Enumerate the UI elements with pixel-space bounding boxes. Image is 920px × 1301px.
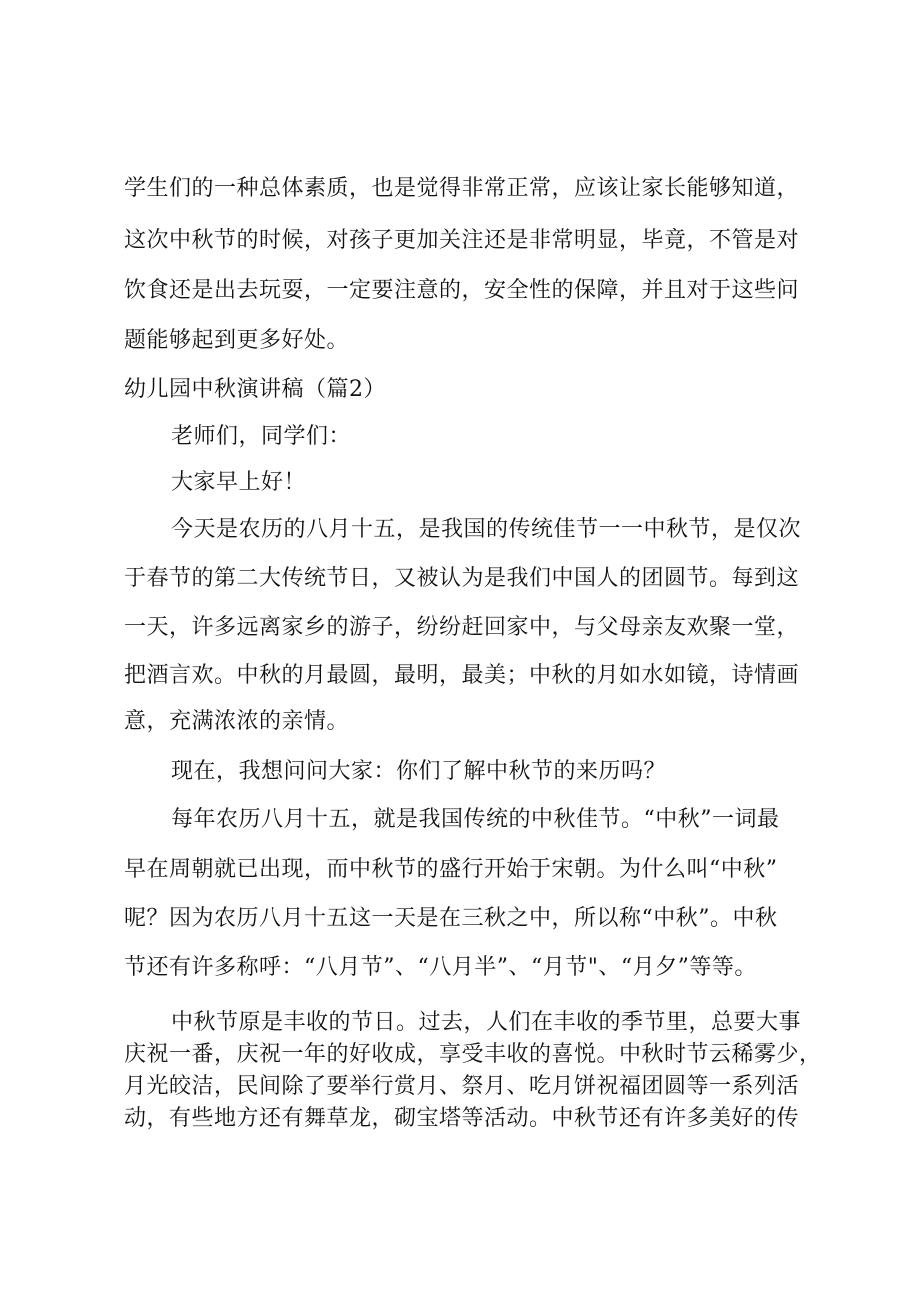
para1-line-3: 一天，许多远离家乡的游子，纷纷赶回家中，与父母亲友欢聚一堂， <box>124 615 800 640</box>
para1-line-1: 今天是农历的八月十五，是我国的传统佳节一一中秋节，是仅次 <box>171 517 802 542</box>
para1-line-4: 把酒言欢。中秋的月最圆，最明，最美；中秋的月如水如镜，诗情画 <box>124 663 800 688</box>
para2-line-1: 每年农历八月十五，就是我国传统的中秋佳节。“中秋”一词最 <box>171 807 780 832</box>
para2-line-2: 早在周朝就已出现，而中秋节的盛行开始于宋朝。为什么叫“中秋” <box>124 857 778 882</box>
question-line: 现在，我想问问大家：你们了解中秋节的来历吗？ <box>171 759 667 784</box>
para2-line-3: 呢？因为农历八月十五这一天是在三秋之中，所以称“中秋”。中秋 <box>124 906 778 931</box>
continuation-line-2: 这次中秋节的时候，对孩子更加关注还是非常明显，毕竟，不管是对 <box>124 228 800 253</box>
para1-line-5: 意，充满浓浓的亲情。 <box>124 709 350 734</box>
section-title: 幼儿园中秋演讲稿（篇2） <box>124 377 386 402</box>
continuation-line-1: 学生们的一种总体素质，也是觉得非常正常，应该让家长能够知道， <box>124 176 800 201</box>
para2-line-4: 节还有许多称呼：“八月节”、“八月半”、“月节"、“月夕”等等。 <box>124 955 757 980</box>
morning-line: 大家早上好！ <box>171 470 307 495</box>
continuation-line-4: 题能够起到更多好处。 <box>124 328 350 353</box>
para3-line-1: 中秋节原是丰收的节日。过去，人们在丰收的季节里，总要大事 <box>171 1010 802 1035</box>
para3-line-3: 月光皎洁，民间除了要举行赏月、祭月、吃月饼祝福团圆等一系列活 <box>124 1074 800 1099</box>
greeting-line: 老师们，同学们： <box>171 424 352 449</box>
para3-line-2: 庆祝一番，庆祝一年的好收成，享受丰收的喜悦。中秋时节云稀雾少， <box>124 1042 822 1067</box>
para3-line-4: 动，有些地方还有舞草龙，砌宝塔等活动。中秋节还有许多美好的传 <box>124 1106 800 1131</box>
para1-line-2: 于春节的第二大传统节日，又被认为是我们中国人的团圆节。每到这 <box>124 566 800 591</box>
continuation-line-3: 饮食还是出去玩耍，一定要注意的，安全性的保障，并且对于这些问 <box>124 278 800 303</box>
